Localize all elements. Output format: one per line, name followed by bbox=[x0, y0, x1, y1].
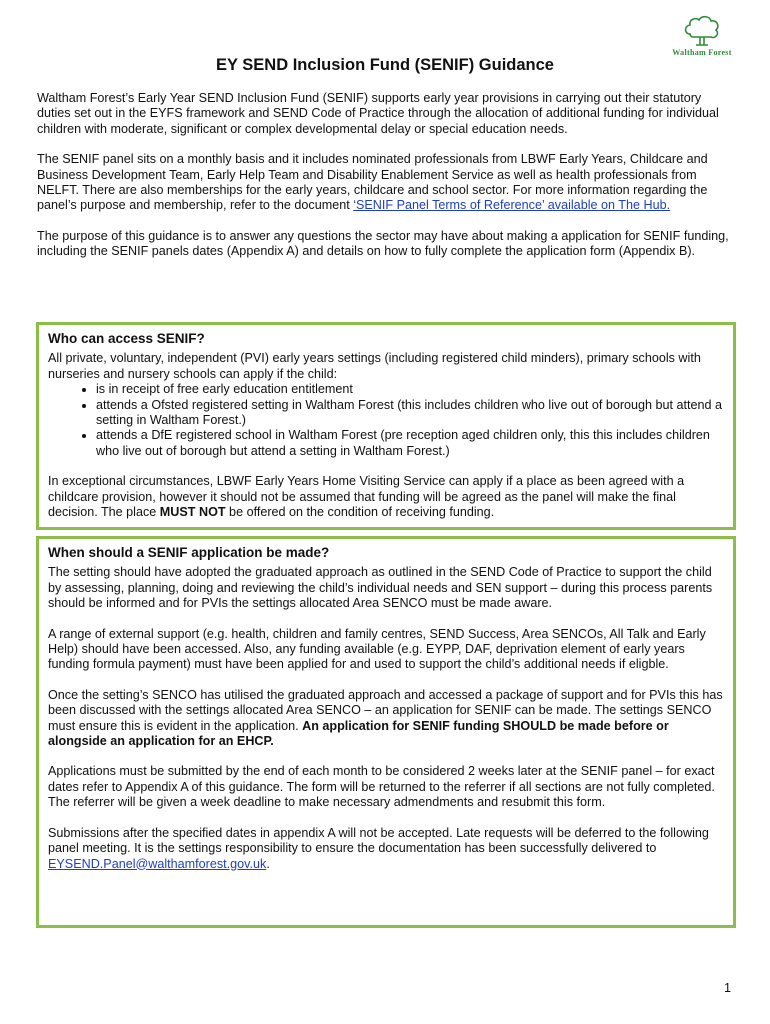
exceptional-circumstances-paragraph bbox=[48, 474, 724, 520]
must-not-emphasis: MUST NOT bbox=[159, 505, 226, 520]
when-paragraph-5-text: Submissions after the specified dates in appendix A will not be accepted. Late requests will be deferred to the following panel meeting. It is the settings responsibility to ensure the documentation has been successfully delivered to bbox=[48, 825, 709, 856]
intro-paragraph-1: Waltham Forest’s Early Year SEND Inclusion Fund (SENIF) supports early year provisions in carrying out their statutory duties set out in the EYFS framework and SEND Code of Practice through the allocation of additional funding for individual children with moderate, significant or complex developmental delay or special education needs. bbox=[37, 91, 719, 136]
logo-text: Waltham Forest bbox=[672, 48, 732, 57]
when-paragraph-4: Applications must be submitted by the end of each month to be considered 2 weeks later at the SENIF panel – for exact dates refer to Appendix A of this guidance. The form will be returned to the referrer if all sections are not fully completed. The referrer will be given a week deadline to make necessary admendments and resubmit this form. bbox=[48, 764, 715, 810]
when-paragraph-5 bbox=[48, 826, 724, 872]
waltham-forest-logo bbox=[660, 14, 744, 60]
panel-email-link[interactable]: EYSEND.Panel@walthamforest.gov.uk bbox=[48, 856, 267, 871]
who-can-access-heading: Who can access SENIF? bbox=[48, 331, 205, 346]
exceptional-text-end: be offered on the condition of receiving funding. bbox=[225, 505, 495, 520]
list-item: • attends a DfE registered school in Waltham Forest (pre reception aged children only, this this includes children who live out of borough but attend a setting in Waltham Forest.) bbox=[96, 428, 724, 459]
terms-of-reference-link[interactable]: ‘SENIF Panel Terms of Reference’ available on The Hub. bbox=[353, 198, 671, 213]
who-can-access-box bbox=[36, 322, 736, 530]
when-paragraph-3 bbox=[48, 688, 724, 750]
when-paragraph-5-end: . bbox=[266, 856, 270, 871]
list-item: • is in receipt of free early education entitlement bbox=[96, 382, 724, 397]
tree-icon bbox=[682, 14, 722, 48]
intro-paragraph-2-text: The SENIF panel sits on a monthly basis and it includes nominated professionals from LBWF Early Years, Childcare and Business Development Team, Early Help Team and Disability Enablement Service as well as health professionals from NELFT. There are also memberships for the early years, childcare and school sector. For more information regarding the panel’s purpose and membership, refer to the document bbox=[37, 152, 708, 213]
when-paragraph-1: The setting should have adopted the graduated approach as outlined in the SEND Code of Practice to support the child by assessing, planning, doing and reviewing the child’s individual needs and SEN support – during this process parents should be informed and for PVIs the settings allocated Area SENCO must be made aware. bbox=[48, 565, 713, 611]
who-lead-text: All private, voluntary, independent (PVI) early years settings (including registered child minders), primary schools with nurseries and nursery schools can apply if the child: bbox=[48, 351, 701, 381]
page-number: 1 bbox=[724, 981, 732, 995]
page-title: EY SEND Inclusion Fund (SENIF) Guidance bbox=[216, 56, 554, 74]
intro-paragraph-3: The purpose of this guidance is to answer any questions the sector may have about making a application for SENIF funding, including the SENIF panels dates (Appendix A) and details on how to fully complete the application form (Appendix B). bbox=[37, 228, 729, 259]
when-paragraph-2: A range of external support (e.g. health, children and family centres, SEND Success, Area SENCOs, All Talk and Early Help) should have been accessed. Also, any funding available (e.g. EYPP, DAF, deprivation element of early years funding formula payment) must have been applied for and used to support the child’s additional needs if eligble. bbox=[48, 626, 706, 672]
when-paragraph-3-text: Once the setting’s SENCO has utilised the graduated approach and accessed a package of support and for PVIs this has been discussed with the settings allocated Area SENCO – an application for SENIF can be made. The settings SENCO must ensure this is evident in the application. bbox=[48, 687, 723, 733]
ehcp-emphasis: An application for SENIF funding SHOULD be made before or alongside an application for an EHCP. bbox=[48, 718, 669, 749]
exceptional-text: In exceptional circumstances, LBWF Early Years Home Visiting Service can apply if a place as been agreed with a childcare provision, however it should not be assumed that funding will be agreed as the panel will make the final decision. The place bbox=[48, 474, 685, 520]
intro-paragraph-2 bbox=[37, 152, 737, 214]
eligibility-list bbox=[48, 382, 724, 459]
intro-section bbox=[37, 91, 737, 275]
when-application-heading: When should a SENIF application be made? bbox=[48, 545, 330, 560]
list-item: • attends a Ofsted registered setting in Waltham Forest (this includes children who live out of borough but attend a setting in Waltham Forest.) bbox=[96, 398, 724, 429]
when-application-box bbox=[36, 536, 736, 928]
